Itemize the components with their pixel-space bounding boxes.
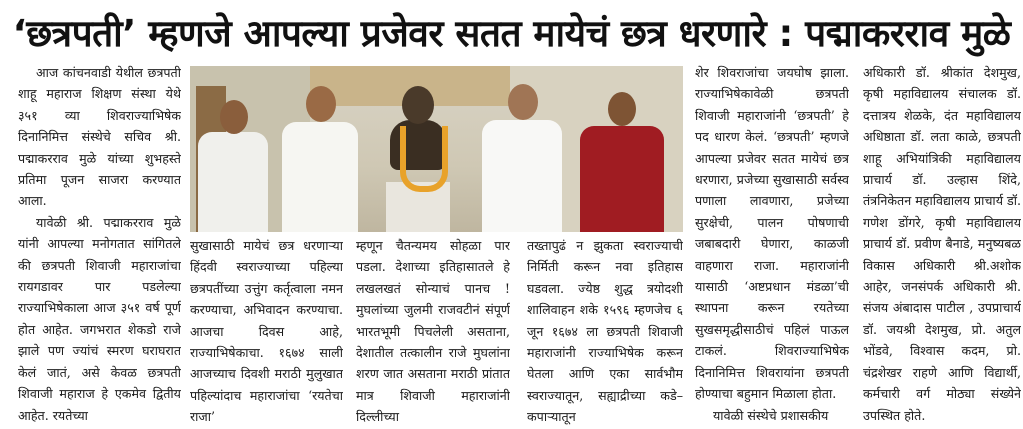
- person-2: [282, 82, 358, 232]
- paragraph: आज कांचनवाडी येथील छत्रपती शाहू महाराज शिक्षण संस्था येथे ३५१ व्या शिवराज्याभिषेक दिनानिमित्त संस्थेचे सचिव श्री. पद्माकरराव मुळे यांच्या शुभहस्ते प्रतिमा पूजन साजरा करण्यात आला.: [18, 65, 181, 209]
- paragraph: यावेळी श्री. पद्माकरराव मुळे यांनी आपल्या मनोगतात सांगितले की छत्रपती शिवाजी महाराजांचा रायगडावर पार पडलेल्या राज्याभिषेकाला आज ३५१ वर्ष पूर्ण होत आहेत. जगभरात शेकडो राजे झाले पण ज्यांचं स्मरण घराघरात केलं जातं, असे केवळ छत्रपती शिवाजी महाराज हे एकमेव द्वितीय आहेत. रयतेच्या: [18, 214, 181, 423]
- article-column-3: [356, 235, 510, 425]
- article-column-6: [863, 62, 1021, 425]
- person-1: [198, 92, 268, 232]
- article-column-5: [695, 62, 849, 425]
- paragraph: अधिकारी डॉ. श्रीकांत देशमुख, कृषी महाविद्यालय संचालक डॉ. दत्तात्रय शेळके, दंत महाविद्यालय अधिष्ठाता डॉ. लता काळे, छत्रपती शाहू अभियांत्रिकी महाविद्यालय प्राचार्य डॉ. उल्हास शिंदे, तंत्रनिकेतन महाविद्यालय प्राचार्य डॉ. गणेश डोंगरे, कृषी महाविद्यालय प्राचार्य डॉ. प्रवीण बैनाडे, मनुष्यबळ विकास अधिकारी श्री.अशोक आहेर, जनसंपर्क अधिकारी श्री. संजय अंबादास पाटील , उपप्राचार्य डॉ. जयश्री देशमुख, प्रो. अतुल भोंडवे, विश्वास कदम, प्रो. चंद्रशेखर राहणे आणि विद्यार्थी, कर्मचारी वर्ग मोठ्या संख्येने उपस्थित होते.: [863, 65, 1021, 423]
- shivaji-statue: [386, 86, 450, 232]
- paragraph: सुखासाठी मायेचं छत्र धरणाऱ्या हिंदवी स्वराज्याच्या पहिल्या छत्रपतींच्या उत्तुंग कर्तृत्वाला नमन करण्याचा, अभिवादन करण्याचा. आजचा दिवस आहे, राज्याभिषेकाचा. १६७४ साली आजच्याच दिवशी मराठी मुलुखात पहिल्यांदाच महाराजांचा ‘रयतेचा राजा’: [190, 238, 343, 425]
- paragraph: तख्तापुढं न झुकता स्वराज्याची निर्मिती करून नवा इतिहास घडवला. ज्येष्ठ शुद्ध त्रयोदशी शालिवाहन शके १५९६ म्हणजेच ६ जून १६७४ ला छत्रपती शिवाजी महाराजांनी राज्याभिषेक करून घेतला आणि एका सार्वभौम स्वराज्यातून, सह्याद्रीच्या कडे–कपाऱ्यातून: [527, 238, 683, 425]
- article-column-1: [18, 62, 181, 425]
- article-column-4: [527, 235, 683, 425]
- article-column-2: [190, 235, 343, 425]
- news-photo: [190, 66, 683, 232]
- headline: ‘छत्रपती’ म्हणजे आपल्या प्रजेवर सतत मायेचं छत्र धरणारे : पद्माकरराव मुळे: [12, 11, 1011, 55]
- paragraph: यावेळी संस्थेचे प्रशासकीय: [713, 407, 829, 423]
- paragraph: म्हणून चैतन्यमय सोहळा पार पडला. देशाच्या इतिहासातले हे लखलखतं सोन्याचं पानच ! मुघलांच्या जुलमी राजवटीनं संपूर्ण भारतभूमी पिचलेली असताना, देशातील तत्कालीन राजे मुघलांना शरण जात असताना मराठी प्रांतात मात्र शिवाजी महाराजांनी दिल्लीच्या: [356, 238, 510, 425]
- person-4: [580, 88, 664, 232]
- person-3: [482, 82, 562, 232]
- paragraph: शेर शिवराजांचा जयघोष झाला. राज्याभिषेकावेळी छत्रपती शिवाजी महाराजांनी ‘छत्रपती’ हे पद धारण केलं. ‘छत्रपती’ म्हणजे आपल्या प्रजेवर सतत मायेचं छत्र धरणारा, प्रजेच्या सुखासाठी सर्वस्व पणाला लावणारा, प्रजेच्या सुरक्षेची, पालन पोषणाची जबाबदारी घेणारा, काळजी वाहणारा राजा. महाराजांनी यासाठी ‘अष्टप्रधान मंडळा’ची स्थापना करून रयतेच्या सुखसमृद्धीसाठीचं पहिलं पाऊल टाकलं. शिवराज्याभिषेक दिनानिमित्त शिवरायांना छत्रपती होण्याचा बहुमान मिळाला होता.: [695, 65, 849, 402]
